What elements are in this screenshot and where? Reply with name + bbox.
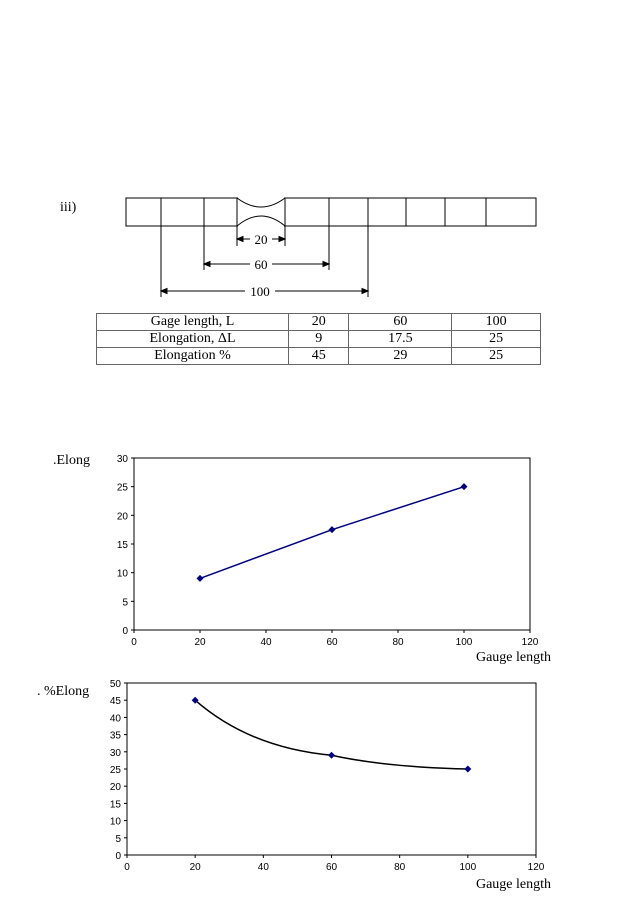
y-tick-label: 15: [116, 540, 128, 551]
table-row: [97, 348, 541, 365]
data-point: [329, 526, 336, 533]
y-tick-label: 50: [109, 679, 121, 690]
section-label: iii): [60, 200, 77, 215]
x-tick-label: 120: [527, 862, 545, 873]
dim-label-20: 20: [254, 232, 268, 247]
x-tick-label: 100: [455, 637, 473, 648]
data-point: [328, 752, 335, 759]
x-tick-label: 0: [124, 862, 130, 873]
x-tick-label: 0: [131, 637, 137, 648]
dim-label-100: 100: [250, 284, 270, 299]
data-point: [197, 575, 204, 582]
y-tick-label: 35: [109, 730, 121, 742]
table-cell: 25: [452, 331, 541, 348]
plot-area-frame: [134, 458, 530, 630]
x-tick-label: 80: [394, 862, 406, 873]
percent-elongation-chart: [0, 675, 638, 900]
elongation-chart: [0, 445, 638, 670]
x-axis-label: Gauge length: [475, 877, 551, 892]
table-cell: 29: [349, 348, 452, 365]
y-tick-label: 20: [116, 511, 128, 523]
data-point: [461, 483, 468, 490]
y-tick-label: 30: [109, 747, 121, 759]
row-label: Elongation %: [97, 348, 289, 365]
row-label: Elongation, ΔL: [97, 331, 289, 348]
data-table: [96, 313, 541, 365]
table-cell: 20: [289, 314, 349, 331]
x-tick-label: 20: [189, 862, 201, 873]
row-label: Gage length, L: [97, 314, 289, 331]
dim-label-60: 60: [254, 257, 268, 272]
x-axis-label: Gauge length: [475, 650, 551, 665]
x-tick-label: 40: [257, 862, 269, 873]
x-tick-label: 60: [326, 637, 338, 648]
x-tick-label: 40: [260, 637, 272, 648]
x-tick-label: 80: [392, 637, 404, 648]
y-tick-label: 10: [116, 568, 128, 580]
x-tick-label: 60: [325, 862, 338, 873]
y-tick-label: 15: [109, 799, 121, 811]
table-cell: 25: [452, 348, 541, 365]
specimen-diagram: [0, 0, 638, 310]
plot-area-frame: [127, 683, 536, 855]
x-tick-label: 20: [194, 637, 206, 648]
x-tick-label: 100: [459, 862, 477, 873]
data-point: [464, 766, 471, 773]
y-tick-label: 25: [116, 482, 128, 494]
y-axis-label: . %Elong: [37, 684, 90, 699]
y-tick-label: 5: [115, 833, 121, 845]
y-tick-label: 10: [109, 816, 121, 828]
table-row: [97, 314, 541, 331]
y-tick-label: 5: [122, 597, 128, 609]
segment-dividers: [161, 198, 486, 226]
specimen-bar: [126, 198, 536, 226]
table-cell: 9: [289, 331, 349, 348]
y-axis-label: .Elong: [53, 453, 90, 468]
x-tick-label: 120: [521, 637, 539, 648]
y-tick-label: 40: [109, 713, 121, 725]
y-tick-label: 25: [109, 765, 121, 776]
y-tick-label: 0: [122, 626, 128, 637]
table-cell: 17.5: [349, 331, 452, 348]
table-cell: 100: [452, 314, 541, 331]
y-tick-label: 30: [116, 454, 128, 465]
y-tick-label: 0: [115, 851, 121, 862]
y-tick-label: 45: [109, 696, 121, 708]
table-cell: 60: [349, 314, 452, 331]
table-cell: 45: [289, 348, 349, 365]
y-tick-label: 20: [109, 782, 121, 794]
table-row: [97, 331, 541, 348]
